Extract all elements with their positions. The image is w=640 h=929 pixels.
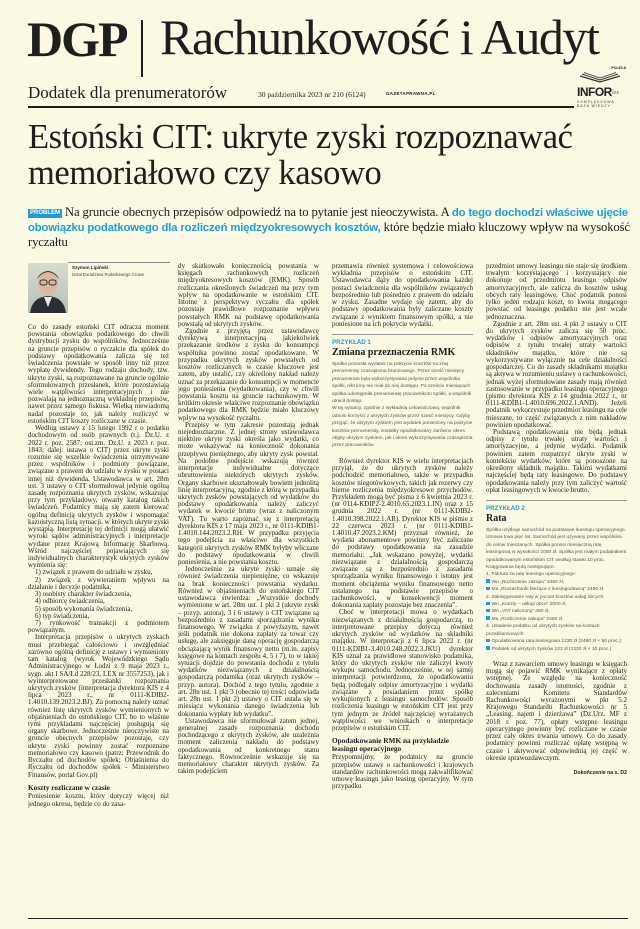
paragraph: Przepisy w tym zakresie pozostają jednak niejednoznaczne. Z jednej strony ustawodawca niektóre ukryte zyski określa jako wydatki, co może wskazywać na konieczność dokonania przepływu pieniężnego, aby ukryty zysk powstał. Na podobne podejście wskazują również interpretacje indywidualne dotyczące ubruttowienia niektórych ukrytych zysków. Organy skarbowe ukształtowały bowiem jednolitą linię interpretacyjną, zgodnie z którą w przypadku ukrytych zysków powstających od wydatków do podstawy opodatkowania należy zaliczyć wydatek w kwocie brutto (wraz z naliczonym VAT). Tu warto zapoznać się z interpretacją dyrektora KIS z 17 maja 2023 r., nr 0111-KDIB1-1.4010.144.2023.2.RH. W przypadku przyjęcia tego podejścia za właściwe dla wszystkich kategorii ukrytych zysków RMK byłyby wliczane do podstawy opodatkowania w chwili poniesienia, a nie powstania kosztu. — [178, 420, 319, 566]
example-bullet-item — [486, 579, 627, 586]
bullet-text: Wn „VAT naliczony” 460 zł, — [491, 609, 550, 615]
paragraph: Również dyrektor KIS w wielu interpretacjach przyjął, że do ukrytych zysków należy podchodzić memoriałowo, także w przypadku kosztów niegotówkowych, takich jak rezerwy czy bierne rozliczenia międzyokresowe przychodów. Przykładem mogą być pisma z 6 kwietnia 2023 r. (nr 0114-KDIP2-2.4010.65.2023.1.IN) oraz z 15 grudnia 2022 r. (nr 0111-KDIB2-1.4010.398.2022.1.AR). Dyrektor KIS w piśmie z 22 czerwca 2023 r. (nr 0111-KDIB1-1.4010.47.2023.2.KM) przyznał również, że wydatki abonamentowe powinny być zaliczane do podstawy opodatkowania na zasadzie memoriału: „Jak wskazano powyżej, wydatki niezwiązane z działalnością gospodarczą związane są z bezpośrednio z zasadami sporządzania wyniku finansowego i istotny jest moment obciążenia wyniku finansowego netto ustalanego na podstawie przepisów o rachunkowości, w konsekwencji moment dokonania zapłaty pozostaje bez znaczenia”. — [332, 456, 473, 610]
list-item: 5) sposób wykonania świadczenia, — [35, 604, 133, 613]
example-bullet-item — [486, 608, 627, 615]
example-bullet-item — [486, 616, 627, 623]
example-label: PRZYKŁAD 2 — [486, 505, 525, 512]
example-text: W tej sytuacji, zgodnie z wykładnią celowościową, wspólnik odnosi korzyści z ukrytych zysków przez sześć miesięcy. Gdyby przyjąć, że ukrytym zyskiem jest wydatek poniesiony na pokrycie kosztów prenumeraty, zostałby opodatkowany zarówno okres objęty ukrytym zyskiem, jak i okres wykorzystywania czasopisma przez pracowników. — [332, 406, 473, 449]
example-bullet-item — [486, 601, 627, 608]
example-text: 2. Zaksięgowanie raty w poczet kosztów usług obcych: — [486, 594, 605, 600]
masthead-rule — [28, 106, 574, 108]
list-item: 2) związek z wywieraniem wpływu na działanie i decyzje podatnika, — [28, 575, 169, 591]
paragraph: Podstawą opodatkowania nie będą jednak odpisy z tytułu trwałej utraty wartości i amortyzacyjne, a jedynie wydatki. Podatnik powinien zatem rozpatrzyć ukryte zyski w kontekście wydatków, które są ponoszone na określony składnik majątku. Takimi wydatkami najczęściej będą raty leasingowe. Do podstawy opodatkowania należy przy tym zaliczyć wartość opłat leasingowych w kwocie brutto. — [486, 428, 627, 494]
article-column-3 — [332, 263, 473, 916]
paragraph: dy skutkowało koniecznością powstania w księgach rachunkowych rozliczeń międzyokresowych kosztów (RMK). Sposób rozliczania określonych świadczeń ma przy tym wpływ na opodatkowanie w estońskim CIT. Istotne z perspektywy ryczałtu dla spółek pozostaje prawidłowe rozpoznanie wpływu powstałych RMK na podstawę opodatkowania powstałą od ukrytych zysków. — [178, 263, 319, 328]
paragraph: Przypomnijmy, że podatnicy na gruncie przepisów ustawy o rachunkowości i krajowych standardów rachunkowości mogą zakwalifikować umowę leasingu jako leasing operacyjny. W tym przypadku — [332, 753, 473, 791]
author-photo — [28, 263, 68, 313]
bullet-square-icon — [486, 639, 490, 643]
paragraph: przemawia również systemowa i celowościowa wykładnia przepisów o estońskim CIT. Ustawodawca dąży do opodatkowania każdej postaci świadczenia dla wspólników związanych bezpośrednio lub pośrednio z prawem do udziału w zysku. Zasadne wydaje się zatem, aby do podstawy opodatkowania były zaliczane koszty związane z wynikiem finansowym spółki, a nie poniesione na ich pokrycie wydatki. — [332, 263, 473, 328]
paragraph: Choć w interpretacji mowa o wydatkach niezwiązanych z działalnością gospodarczą, to interpretowane przepisy dotyczą również ukrytych zysków od wydatków na składniki majątku. W interpretacji z 6 lipca 2022 r. (nr 0111-KDIB1-3.4010.248.2022.3.JKU) dyrektor KIS uznał za prawidłowe stanowisko podatnika, który do ukrytych zysków nie zaliczył kwoty wykupu samochodu. Jednocześnie, w tej samej interpretacji potwierdzono, że opodatkowaniu będą podlegały odpisy amortyzacyjne i wydatki związane z posiadaniem przez spółkę wykupionych z leasingu samochodów. Sposób rozliczenia leasingu w estońskim CIT jest przy tym jednym ze źródeł najczęściej wyrażanych wątpliwości we wnioskach o interpretacje przepisów o estońskim CIT. — [332, 608, 473, 732]
list-item: 7) rynkowość transakcji z podmiotem powiązanym. — [28, 618, 169, 635]
bullet-text: Wn „Rozliczenie zakupu” 2460 zł, — [491, 579, 565, 585]
subheading: Opodatkowanie RMK na przykładzie leasingu operacyjnego — [332, 736, 449, 753]
problem-badge: PROBLEM — [30, 210, 60, 216]
bullet-square-icon — [486, 646, 490, 650]
paragraph: Co do zasady estoński CIT odracza moment powstania obowiązku podatkowego do chwili dystrybucji zysku do wspólników. Jednocześnie na gruncie przepisów o ryczałcie dla spółek do podstawy opodatkowania zalicza się też świadczenia powstałe w sposób inny niż przez wypłatę dywidendy. Tego rodzaju dochody, tzw. ukryte zyski, są rozpoznawane na gruncie ogólnie sformułowanych przesłanek, które pozostawiają wiele wątpliwości interpretacyjnych i nie pozwalają na jednoznaczną wykładnię przepisów, nawet przez samego fiskusa. Wielką niewiadomą nadal pozostaje to, jak należy rozliczyć w estońskim CIT koszty rozliczane w czasie. — [28, 324, 169, 425]
logo-name: INFOR — [577, 85, 612, 99]
supplement-label: Dodatek dla prenumeratorów — [28, 83, 228, 102]
bullet-text: Opodatkowana rata leasingowa 1230 zł (2460 zł × 50 proc.); — [491, 639, 623, 645]
example-text: Spółka użytkuje samochód na podstawie leasingu operacyjnego. Umowa trwa pięć lat. Samochód jest używany przez wspólnika do celów mieszanych. Spółka ponosi miesięczną ratę leasingową w wysokości 2000 zł. Spółka jest małym podatnikiem opodatkowanym estońskim CIT według stawki 10 proc. — [486, 528, 627, 563]
lede-text: Na gruncie obecnych przepisów odpowiedź na to pytanie jest nieoczywista. A — [65, 205, 452, 219]
bullet-square-icon — [486, 616, 490, 620]
paragraph: Zgodnie z art. 28m ust. 4 pkt 2 ustawy o CIT do ukrytych zysków zalicza się 50 proc. wydatków i odpisów amortyzacyjnych oraz odpisów z tytułu trwałej utraty wartości składników majątku, które nie są wykorzystywane wyłącznie na cele działalności gospodarczej. Co do zasady składnikami majątku są aktywa w rozumieniu ustawy o rachunkowości, jednak wyżej sformułowane zasady mają również zastosowanie w przypadku leasingu operacyjnego (pismo dyrektora KIS z 14 grudnia 2022 r., nr 0111-KDIB1-1.4010.696.2022.1.AND). Jeżeli podatnik wykorzystuje przedmiot leasingu na cele mieszane, to część związanych z nim nakładów powinien opodatkować. — [486, 319, 627, 429]
example-bullet-item — [486, 646, 627, 653]
example-title: Rata — [486, 513, 507, 524]
paragraph: Zgodnie z przyjętą przez ustawodawcę dyrektywą interpretacyjną jakiekolwiek przekazanie środków z zysku do konsumpcji wspólnika powinno zostać opodatkowane. W przypadku ukrytych zysków powstałych od kosztów rozliczanych w czasie kluczowe jest zatem, aby ustalić, czy określony nakład należy uznać za przekazanie do konsumpcji w momencie jego poniesienia (wydatkowania), czy w chwili powstania kosztu na gruncie rachunkowym. W krótkim okresie właściwe rozpoznanie obowiązku podatkowego dla RMK będzie miało kluczowy wpływ na wysokość ryczałtu. — [178, 326, 319, 422]
list-item: 4) odbiorcę świadczenia, — [35, 597, 105, 606]
example-box — [332, 334, 473, 450]
footer-rule — [28, 918, 628, 919]
bullet-square-icon — [486, 579, 490, 583]
paragraph: Wraz z zawarciem umowy leasingu w księgach mogą się pojawić RMK wynikające z opłaty wstępnej. Ze względu na konieczność dochowania zasady istotności, zgodnie z zaleceniami Komitetu Standardów Rachunkowości wyrażonymi w pkt 5.2 Krajowego Standardu Rachunkowości nr 5 „Leasing, najem i dzierżawa” (Dz.Urz. MF z 2018 r. poz. 77), opłaty wstępne leasingu operacyjnego powinny być rozliczane w czasie przez cały okres trwania umowy. Co do zasady podatnicy powinni rozliczać opłatę wstępną w czasie i aktywować odpowiednią jej część w okresie sprawozdawczym. — [486, 659, 627, 762]
article-headline: Estoński CIT: ukryte zyski rozpoznawać memoriałowo czy kasowo — [28, 118, 573, 192]
bullet-text: Ma „Rozrachunki bieżące z leasingodawcą” 2460 zł. — [491, 587, 605, 593]
issue-date: 30 października 2023 nr 210 (6124) — [258, 90, 366, 99]
paragraph: przedmiot umowy leasingu nie staje się środkiem trwałym korzystającego i korzystający nie dokonuje od przedmiotu leasingu odpisów amortyzacyjnych, ale zalicza do kosztów usług obcych raty leasingowe. Choć podatnik ponosi tylko jeden rodzaju koszt, to kwota mogącego powstać od leasingu podatku nie jest wcale jednoznaczna. — [486, 263, 627, 321]
article-lede — [28, 205, 632, 250]
example-text: 1. Faktura za ratę leasingu operacyjnego: — [486, 572, 576, 578]
masthead-divider — [141, 20, 143, 77]
example-box — [486, 500, 627, 653]
logo-suffix: lex — [612, 90, 619, 96]
book-icon — [578, 72, 622, 86]
bullet-text: Podatek od ukrytych zysków 123 zł (1230 zł × 10 proc.) — [491, 646, 612, 652]
paragraph: Interpretacja przepisów o ukrytych zyskach musi przebiegać całościowo i uwzględniać zarówno ogólną definicję z ustawy i wymieniony tam katalog (wyrok Wojewódzkiego Sądu Administracyjnego w Łodzi z 9 maja 2023 r., sygn. akt I SA/Łd 228/23, LEX nr 3557253), jak i wyinterpretowane przesłanki rozpoznania ukrytych zysków (interpretacja dyrektora KIS z 4 lipca 2023 r., nr 0111-KDIB2-1.4010.139.2023.2.BJ). Za pomocną należy uznać również listę ukrytych zysków wymienionych w objaśnieniach do estońskiego CIT, bo to właśnie tymi przykładami najczęściej posługują się organy skarbowe. Jednocześnie nieoczywiste na gruncie obecnych przepisów pozostaje, czy ukryte zyski powinny zostać rozpoznane memoriałowo czy kasowo (patrz: Przewodnik do Ryczałtu od dochodów spółek; Objaśnienia do Ryczałtu od dochodów spółek - Ministerstwo Finansów, portal Gov.pl) — [28, 633, 169, 779]
author-role: Dział Doradztwa Podatkowego Crowe — [72, 272, 145, 277]
bullet-text: Wn „Koszty – usługi obce” 2000 zł, — [491, 602, 567, 608]
list-item: 6) typ świadczenia, — [35, 611, 90, 620]
article-column-1 — [28, 324, 169, 916]
bullet-square-icon — [486, 587, 490, 591]
subheading: Koszty rozliczane w czasie — [28, 782, 110, 792]
logo-tagline-2: BAZA WIEDZY — [577, 104, 611, 109]
section-title: Rachunkowość i Audyt — [160, 9, 599, 65]
continued-note: Dokończenie na s. D2 — [573, 769, 627, 776]
paragraph: Poniesienie kosztu, który dotyczy więcej niż jednego okresu, będzie co do zasa- — [28, 792, 169, 808]
bullet-square-icon — [486, 609, 490, 613]
list-item: 1) związek z prawem do udziału w zysku, — [35, 568, 153, 577]
example-title: Zmiana przeznaczenia RMK — [332, 346, 456, 358]
author-name: Szymon Lipiński — [72, 265, 109, 270]
example-label: PRZYKŁAD 1 — [332, 338, 371, 346]
lede-highlight: do tego dochodzi właściwe ujęcie obowiązku podatkowego dla rozliczeń międzyokresowych kosztów, — [28, 207, 628, 235]
brand-logo: DGP — [27, 11, 127, 67]
article-column-4 — [486, 263, 627, 916]
bullet-square-icon — [486, 602, 490, 606]
logo-tagline — [577, 100, 615, 108]
article-column-2 — [178, 263, 319, 916]
website-link[interactable]: GAZETAPRAWNA.PL — [386, 91, 436, 96]
list-item: 3) osobisty charakter świadczenia, — [35, 590, 132, 599]
bullet-text: Ma „Rozliczenie zakupu” 2460 zł. — [491, 616, 564, 622]
logo-tagline-1: KOMPLEKSOWA — [577, 100, 615, 104]
example-text: Księgowania będą następujące: — [486, 565, 556, 571]
paragraph: Jednocześnie za ukryte zyski uznaje się również świadczenia niepieniężne, co wskazuje na brak konieczności powstania wydatku. Również w objaśnieniach do estońskiego CIT ustawodawca stwierdza: „Wszystkie dochody wymienione w art. 28m ust. 1 pkt 2 (ukryte zyski – przyp. autora), 3 i 6 ustawy o CIT związane są bezpośrednio z zasadami sporządzania wyniku finansowego. W związku z powyższym, nawet jeśli podatnik nie dokona zapłaty za towar czy usługę, ale zaksięguje daną operację gospodarczą obciążającą wynik finansowy netto (m.in. zapisy księgowe na kontach zespołu 4, 5 i 7), to w takiej sytuacji dojdzie do powstania dochodu z tytułu wydatków niezwiązanych z działalnością gospodarczą podatnika (oraz ukrytych zysków – przyp. autora). Dochód z tego tytułu, zgodnie z art. 28n ust. 1 pkt 3 (obecnie tej treści odpowiada art. 28n ust. 1 pkt 2) ustawy o CIT ustala się w miesiącu wykonania danego świadczenia lub dokonania wypłaty lub wydatku”. — [178, 565, 319, 718]
author-block — [28, 262, 170, 314]
logo-recommends: POLECA — [611, 66, 626, 70]
paragraph: Według ustawy z 15 lutego 1992 r o podatku dochodowym od osób prawnych (t.j. Dz.U. z 2022 r. poz. 2587; ost.zm. Dz.U. z 2023 r. poz. 1843; dalej: ustawa o CIT) przez ukryte zyski rozumie się wszelkie świadczenia otrzymywane przez wspólników i podmioty powiązane, związane z prawem do udziału w zysku w postaci innej niż dywidenda. Ustawodawca w art. 28m ust. 3 ustawy o CIT sformułował jedynie ogólną zasadę rozpoznania ukrytych zysków, wskazując przy tym przykładowy, otwarty katalog takich świadczeń. Podatnicy mają się zatem kierować ogólną definicją ukrytych zysków i wspomagać kazuistyczną listą sytuacji, w których ukryte zyski wystąpią. Interpretację tej definicji mogą ułatwić wyroki sądów administracyjnych i interpretacje wydane przez Krajową Informację Skarbową. Wśród najczęściej pojawiających się indywidualnych charakterystyk ukrytych zysków wymienia się: — [28, 424, 169, 570]
lede-text-end: które będzie miało kluczowy wpływ na wysokość ryczałtu — [28, 220, 630, 250]
example-bullet-item — [486, 638, 627, 645]
example-text: Spółka poniosła wydatek na pokrycie kosztów rocznej prenumeraty czasopisma branżowego. Przez sześć miesięcy prenumerata była wykorzystywana jedynie przez wspólnika spółki, nikt inny nie miał do niej dostępu. Po sześciu miesiącach spółka udostępniła prenumeratę pracownikom spółki, a wspólnik utracił dostęp. — [332, 361, 472, 404]
example-text: 3. Ustalenie podatku od ukrytych zysków na kontach pozabilansowych: — [486, 624, 600, 637]
infor-logo — [576, 66, 630, 112]
paragraph: Ustawodawca nie sformułował zatem jednej, generalnej zasady rozpoznania dochodu pochodzącego z ukrytych zysków, ale uzależnia moment zaliczenia nakładu do podstawy opodatkowania od konkretnego stanu faktycznego. Równocześnie wskazuje się na memoriałowy charakter ukrytych zysków. Za takim podejściem — [178, 716, 319, 776]
example-bullet-item — [486, 586, 627, 593]
author-rule — [68, 262, 170, 263]
